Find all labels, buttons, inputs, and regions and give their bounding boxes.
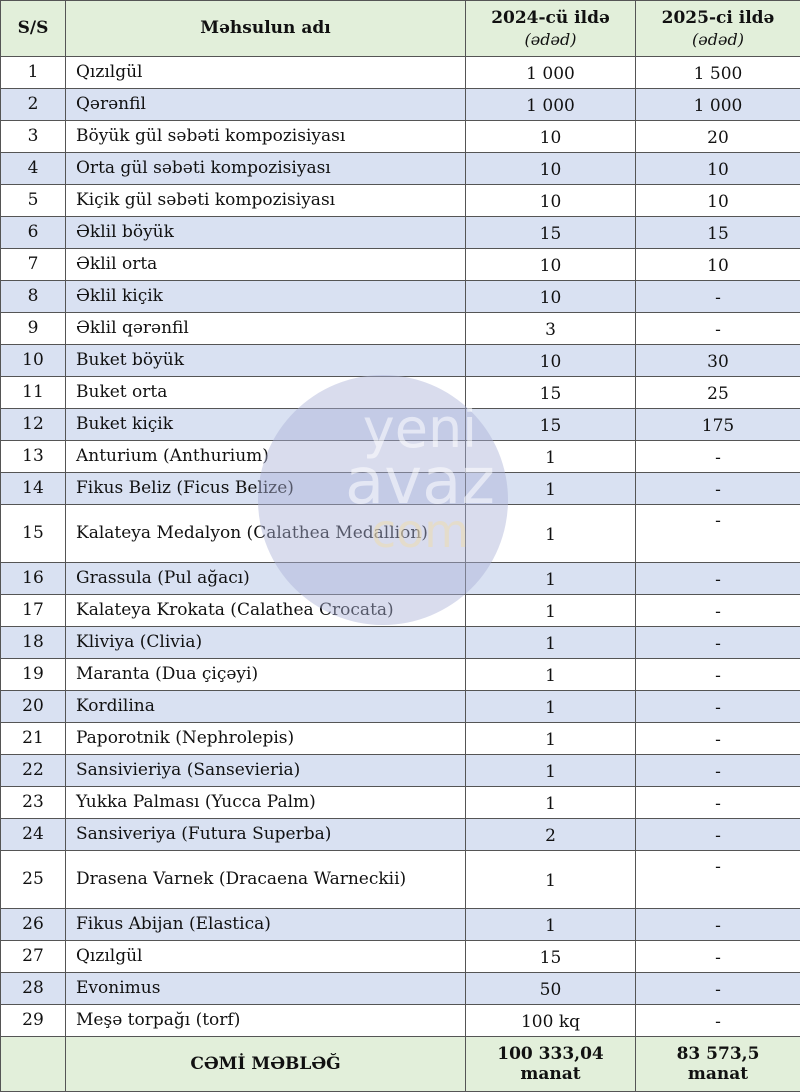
row-product-name: Sansiveriya (Futura Superba) xyxy=(66,819,466,851)
row-qty-2025: 175 xyxy=(636,409,800,441)
header-2024-unit: (ədəd) xyxy=(466,29,635,50)
row-qty-2025: - xyxy=(636,595,800,627)
row-product-name: Fikus Beliz (Ficus Belize) xyxy=(66,473,466,505)
row-product-name: Maranta (Dua çiçəyi) xyxy=(66,659,466,691)
row-number: 25 xyxy=(1,851,66,909)
row-qty-2024: 10 xyxy=(466,249,636,281)
row-number: 15 xyxy=(1,505,66,563)
row-qty-2024: 1 xyxy=(466,851,636,909)
total-row xyxy=(1,1037,800,1092)
header-2024 xyxy=(466,1,636,57)
row-product-name: Anturium (Anthurium) xyxy=(66,441,466,473)
row-number: 27 xyxy=(1,941,66,973)
row-product-name: Fikus Abijan (Elastica) xyxy=(66,909,466,941)
row-product-name: Yukka Palması (Yucca Palm) xyxy=(66,787,466,819)
total-2024-amount: 100 333,04 xyxy=(497,1044,603,1064)
row-number: 16 xyxy=(1,563,66,595)
table-row xyxy=(1,941,800,973)
row-qty-2025: 10 xyxy=(636,185,800,217)
row-qty-2024: 1 xyxy=(466,909,636,941)
table-body xyxy=(1,57,800,1037)
row-number: 11 xyxy=(1,377,66,409)
row-qty-2024: 1 xyxy=(466,441,636,473)
row-qty-2024: 1 xyxy=(466,787,636,819)
row-qty-2025: - xyxy=(636,723,800,755)
row-qty-2024: 15 xyxy=(466,941,636,973)
header-2025-label: 2025-ci ildə xyxy=(662,8,775,28)
row-number: 17 xyxy=(1,595,66,627)
row-product-name: Sansivieriya (Sansevieria) xyxy=(66,755,466,787)
row-product-name: Əklil böyük xyxy=(66,217,466,249)
total-2025-currency: manat xyxy=(688,1064,748,1084)
row-number: 12 xyxy=(1,409,66,441)
row-qty-2025: - xyxy=(636,851,800,909)
row-product-name: Buket böyük xyxy=(66,345,466,377)
row-number: 5 xyxy=(1,185,66,217)
header-2024-label: 2024-cü ildə xyxy=(491,8,610,28)
row-qty-2025: - xyxy=(636,281,800,313)
row-number: 22 xyxy=(1,755,66,787)
table-row xyxy=(1,505,800,563)
row-qty-2024: 1 000 xyxy=(466,89,636,121)
row-qty-2025: 1 500 xyxy=(636,57,800,89)
table-row xyxy=(1,313,800,345)
row-number: 20 xyxy=(1,691,66,723)
total-2025 xyxy=(636,1037,800,1092)
row-product-name: Kiçik gül səbəti kompozisiyası xyxy=(66,185,466,217)
row-number: 8 xyxy=(1,281,66,313)
table-row xyxy=(1,973,800,1005)
table-row xyxy=(1,281,800,313)
table-row xyxy=(1,691,800,723)
row-product-name: Orta gül səbəti kompozisiyası xyxy=(66,153,466,185)
table-row xyxy=(1,1005,800,1037)
row-product-name: Qızılgül xyxy=(66,941,466,973)
table-row xyxy=(1,377,800,409)
row-qty-2024: 1 xyxy=(466,691,636,723)
row-qty-2024: 10 xyxy=(466,345,636,377)
row-number: 7 xyxy=(1,249,66,281)
row-qty-2025: - xyxy=(636,941,800,973)
row-number: 23 xyxy=(1,787,66,819)
row-qty-2024: 10 xyxy=(466,185,636,217)
row-product-name: Drasena Varnek (Dracaena Warneckii) xyxy=(66,851,466,909)
row-number: 3 xyxy=(1,121,66,153)
header-number: S/S xyxy=(1,1,66,57)
table-row xyxy=(1,787,800,819)
row-qty-2025: - xyxy=(636,1005,800,1037)
row-qty-2024: 1 xyxy=(466,755,636,787)
row-qty-2024: 100 kq xyxy=(466,1005,636,1037)
row-product-name: Qərənfil xyxy=(66,89,466,121)
row-product-name: Grassula (Pul ağacı) xyxy=(66,563,466,595)
row-qty-2024: 10 xyxy=(466,121,636,153)
row-product-name: Qızılgül xyxy=(66,57,466,89)
row-number: 13 xyxy=(1,441,66,473)
row-product-name: Əklil qərənfil xyxy=(66,313,466,345)
row-number: 26 xyxy=(1,909,66,941)
header-2025-unit: (ədəd) xyxy=(636,29,800,50)
row-number: 24 xyxy=(1,819,66,851)
total-2024 xyxy=(466,1037,636,1092)
row-product-name: Meşə torpağı (torf) xyxy=(66,1005,466,1037)
row-qty-2024: 3 xyxy=(466,313,636,345)
table-row xyxy=(1,441,800,473)
table-row xyxy=(1,723,800,755)
row-number: 6 xyxy=(1,217,66,249)
row-product-name: Kliviya (Clivia) xyxy=(66,627,466,659)
row-qty-2024: 1 xyxy=(466,723,636,755)
row-product-name: Paporotnik (Nephrolepis) xyxy=(66,723,466,755)
table-row xyxy=(1,627,800,659)
row-qty-2025: - xyxy=(636,691,800,723)
row-product-name: Kalateya Medalyon (Calathea Medallion) xyxy=(66,505,466,563)
row-qty-2025: - xyxy=(636,313,800,345)
row-qty-2025: 10 xyxy=(636,153,800,185)
table-row xyxy=(1,755,800,787)
row-qty-2025: - xyxy=(636,473,800,505)
total-label: CƏMİ MƏBLƏĞ xyxy=(66,1037,466,1092)
row-qty-2025: - xyxy=(636,787,800,819)
row-qty-2024: 1 xyxy=(466,627,636,659)
row-product-name: Böyük gül səbəti kompozisiyası xyxy=(66,121,466,153)
total-2024-currency: manat xyxy=(520,1064,580,1084)
row-qty-2025: 20 xyxy=(636,121,800,153)
row-number: 2 xyxy=(1,89,66,121)
table-row xyxy=(1,249,800,281)
table-row xyxy=(1,909,800,941)
row-qty-2025: - xyxy=(636,909,800,941)
table-header-row xyxy=(1,1,800,57)
row-number: 14 xyxy=(1,473,66,505)
row-number: 29 xyxy=(1,1005,66,1037)
header-2025 xyxy=(636,1,800,57)
row-number: 10 xyxy=(1,345,66,377)
row-number: 9 xyxy=(1,313,66,345)
row-number: 1 xyxy=(1,57,66,89)
table-row xyxy=(1,217,800,249)
table-row xyxy=(1,89,800,121)
row-product-name: Kalateya Krokata (Calathea Crocata) xyxy=(66,595,466,627)
row-qty-2025: - xyxy=(636,973,800,1005)
row-product-name: Buket orta xyxy=(66,377,466,409)
row-qty-2024: 1 xyxy=(466,659,636,691)
header-product-name: Məhsulun adı xyxy=(66,1,466,57)
row-qty-2025: 15 xyxy=(636,217,800,249)
table-row xyxy=(1,185,800,217)
row-qty-2024: 15 xyxy=(466,377,636,409)
row-qty-2024: 1 xyxy=(466,595,636,627)
table-row xyxy=(1,473,800,505)
table-row xyxy=(1,851,800,909)
row-qty-2024: 2 xyxy=(466,819,636,851)
row-qty-2025: - xyxy=(636,505,800,563)
watermark-logo: yeni avaz com xyxy=(330,405,510,553)
row-product-name: Əklil orta xyxy=(66,249,466,281)
row-qty-2024: 1 000 xyxy=(466,57,636,89)
row-number: 18 xyxy=(1,627,66,659)
row-qty-2025: 30 xyxy=(636,345,800,377)
row-qty-2025: - xyxy=(636,441,800,473)
row-qty-2025: 25 xyxy=(636,377,800,409)
row-qty-2024: 1 xyxy=(466,473,636,505)
row-qty-2025: - xyxy=(636,563,800,595)
table-row xyxy=(1,57,800,89)
row-qty-2025: - xyxy=(636,659,800,691)
row-qty-2025: - xyxy=(636,755,800,787)
table-row xyxy=(1,563,800,595)
row-number: 21 xyxy=(1,723,66,755)
row-qty-2024: 1 xyxy=(466,505,636,563)
row-product-name: Kordilina xyxy=(66,691,466,723)
table-row xyxy=(1,409,800,441)
row-number: 19 xyxy=(1,659,66,691)
row-qty-2024: 1 xyxy=(466,563,636,595)
total-number-cell xyxy=(1,1037,66,1092)
row-qty-2024: 15 xyxy=(466,217,636,249)
table-row xyxy=(1,659,800,691)
table-row xyxy=(1,121,800,153)
row-number: 4 xyxy=(1,153,66,185)
table-row xyxy=(1,153,800,185)
row-product-name: Buket kiçik xyxy=(66,409,466,441)
table-row xyxy=(1,819,800,851)
row-qty-2024: 10 xyxy=(466,153,636,185)
row-qty-2024: 10 xyxy=(466,281,636,313)
total-2025-amount: 83 573,5 xyxy=(677,1044,760,1064)
table-row xyxy=(1,595,800,627)
row-qty-2024: 50 xyxy=(466,973,636,1005)
row-qty-2025: 10 xyxy=(636,249,800,281)
row-product-name: Evonimus xyxy=(66,973,466,1005)
table-row xyxy=(1,345,800,377)
row-qty-2025: - xyxy=(636,819,800,851)
row-qty-2025: - xyxy=(636,627,800,659)
row-number: 28 xyxy=(1,973,66,1005)
row-qty-2025: 1 000 xyxy=(636,89,800,121)
row-qty-2024: 15 xyxy=(466,409,636,441)
row-product-name: Əklil kiçik xyxy=(66,281,466,313)
